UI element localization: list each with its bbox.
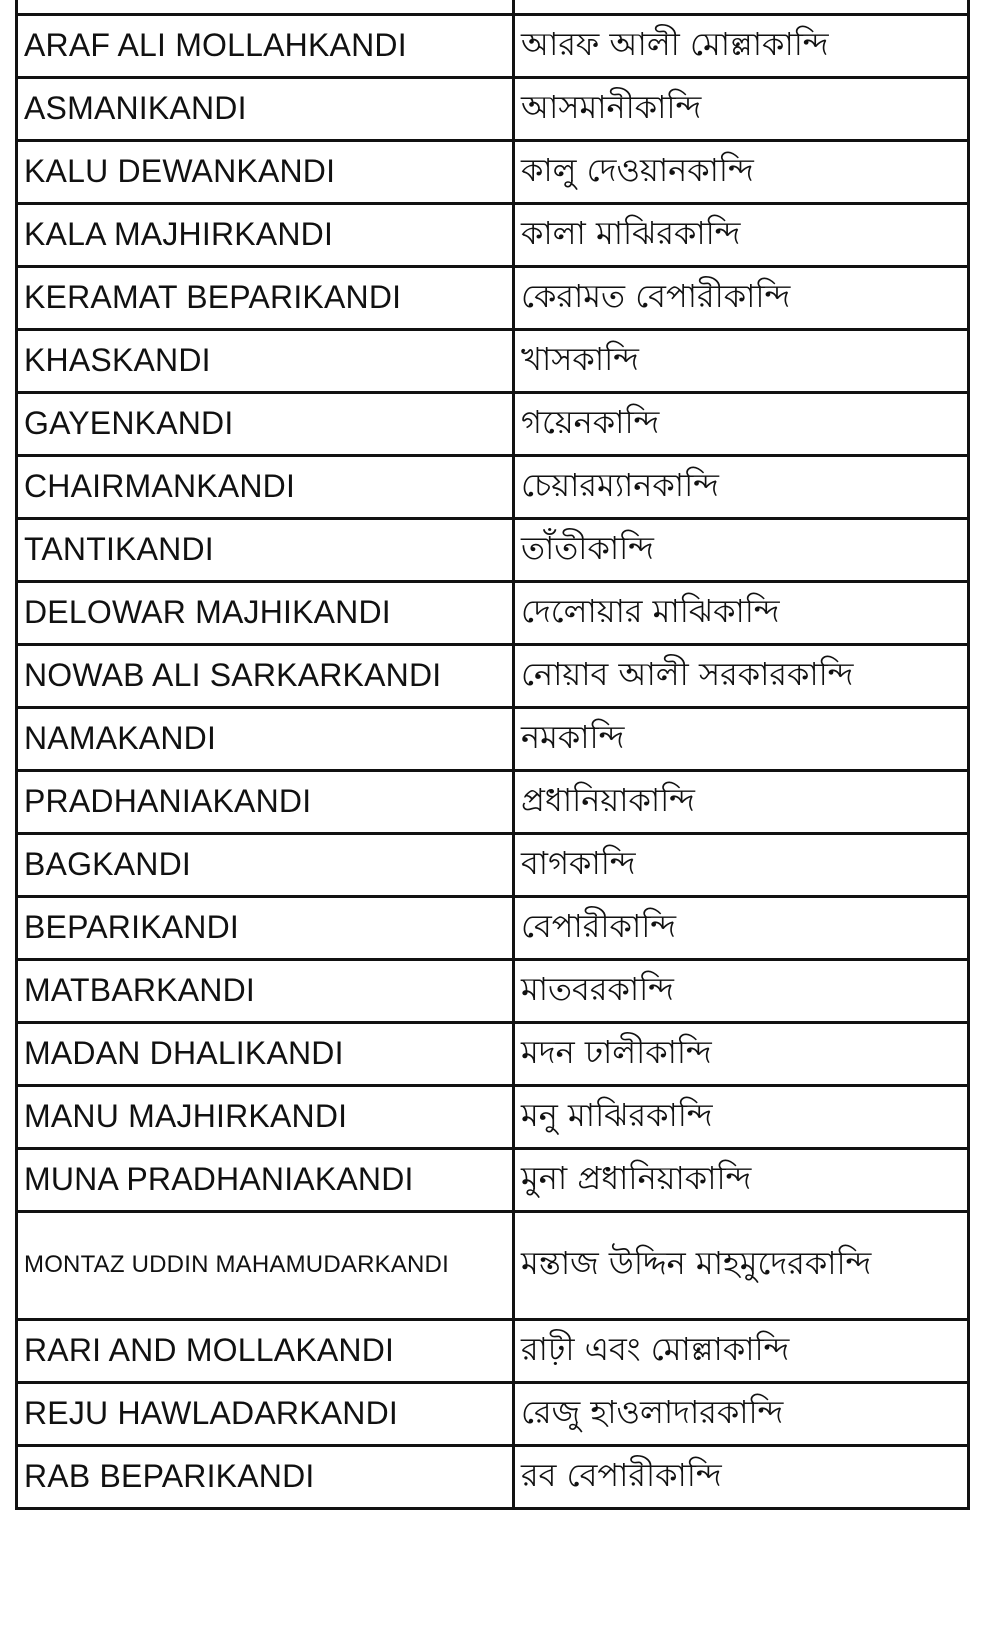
table-row [17, 707, 969, 770]
table-row [17, 1211, 969, 1319]
bengali-name-cell: রাঢ়ী এবং মোল্লাকান্দি [514, 1319, 969, 1382]
english-name-cell: CHAIRMANKANDI [17, 455, 514, 518]
english-name-cell: BAGKANDI [17, 833, 514, 896]
english-name-cell: MADAN DHALIKANDI [17, 1022, 514, 1085]
bengali-name-cell: নমকান্দি [514, 707, 969, 770]
table-row [17, 14, 969, 77]
bengali-name-cell: গয়েনকান্দি [514, 392, 969, 455]
english-name-cell: PRADHANIAKANDI [17, 770, 514, 833]
english-name-cell: KALU DEWANKANDI [17, 140, 514, 203]
english-name-cell: TANTIKANDI [17, 518, 514, 581]
table-row [17, 1022, 969, 1085]
bengali-name-cell: আসমানীকান্দি [514, 77, 969, 140]
bengali-name-cell: মন্তাজ উদ্দিন মাহমুদেরকান্দি [514, 1211, 969, 1319]
table-cell-cut-off [17, 0, 514, 14]
table-row-cut-off [17, 0, 969, 14]
table-row [17, 1085, 969, 1148]
english-name-cell: MATBARKANDI [17, 959, 514, 1022]
english-name-cell: NOWAB ALI SARKARKANDI [17, 644, 514, 707]
english-name-cell: NAMAKANDI [17, 707, 514, 770]
bengali-name-cell: খাসকান্দি [514, 329, 969, 392]
table-row [17, 266, 969, 329]
bengali-name-cell: কালু দেওয়ানকান্দি [514, 140, 969, 203]
english-name-cell: KHASKANDI [17, 329, 514, 392]
table-row [17, 140, 969, 203]
bengali-name-cell: মাতবরকান্দি [514, 959, 969, 1022]
table-row [17, 1319, 969, 1382]
place-name-table [15, 0, 970, 1510]
bengali-name-cell: কেরামত বেপারীকান্দি [514, 266, 969, 329]
table-row [17, 77, 969, 140]
bengali-name-cell: বাগকান্দি [514, 833, 969, 896]
english-name-cell: ARAF ALI MOLLAHKANDI [17, 14, 514, 77]
bengali-name-cell: বেপারীকান্দি [514, 896, 969, 959]
table-row [17, 1445, 969, 1508]
bengali-name-cell: তাঁতীকান্দি [514, 518, 969, 581]
english-name-cell: MUNA PRADHANIAKANDI [17, 1148, 514, 1211]
table-row [17, 329, 969, 392]
bengali-name-cell: আরফ আলী মোল্লাকান্দি [514, 14, 969, 77]
table-row [17, 1148, 969, 1211]
english-name-cell: DELOWAR MAJHIKANDI [17, 581, 514, 644]
table-cell-cut-off [514, 0, 969, 14]
bengali-name-cell: প্রধানিয়াকান্দি [514, 770, 969, 833]
table-row [17, 896, 969, 959]
english-name-cell: RARI AND MOLLAKANDI [17, 1319, 514, 1382]
english-name-cell: GAYENKANDI [17, 392, 514, 455]
table-row [17, 518, 969, 581]
english-name-cell: ASMANIKANDI [17, 77, 514, 140]
bengali-name-cell: চেয়ারম্যানকান্দি [514, 455, 969, 518]
table-row [17, 770, 969, 833]
table-row [17, 392, 969, 455]
english-name-cell: KALA MAJHIRKANDI [17, 203, 514, 266]
bengali-name-cell: দেলোয়ার মাঝিকান্দি [514, 581, 969, 644]
english-name-cell: MONTAZ UDDIN MAHAMUDARKANDI [17, 1211, 514, 1319]
table-row [17, 455, 969, 518]
bengali-name-cell: নোয়াব আলী সরকারকান্দি [514, 644, 969, 707]
bengali-name-cell: রব বেপারীকান্দি [514, 1445, 969, 1508]
table-row [17, 203, 969, 266]
bengali-name-cell: মনু মাঝিরকান্দি [514, 1085, 969, 1148]
table-row [17, 581, 969, 644]
table-row [17, 833, 969, 896]
english-name-cell: BEPARIKANDI [17, 896, 514, 959]
english-name-cell: REJU HAWLADARKANDI [17, 1382, 514, 1445]
table-row [17, 959, 969, 1022]
table-row [17, 644, 969, 707]
bengali-name-cell: কালা মাঝিরকান্দি [514, 203, 969, 266]
bengali-name-cell: মদন ঢালীকান্দি [514, 1022, 969, 1085]
english-name-cell: RAB BEPARIKANDI [17, 1445, 514, 1508]
english-name-cell: KERAMAT BEPARIKANDI [17, 266, 514, 329]
bengali-name-cell: মুনা প্রধানিয়াকান্দি [514, 1148, 969, 1211]
bengali-name-cell: রেজু হাওলাদারকান্দি [514, 1382, 969, 1445]
english-name-cell: MANU MAJHIRKANDI [17, 1085, 514, 1148]
table-row [17, 1382, 969, 1445]
